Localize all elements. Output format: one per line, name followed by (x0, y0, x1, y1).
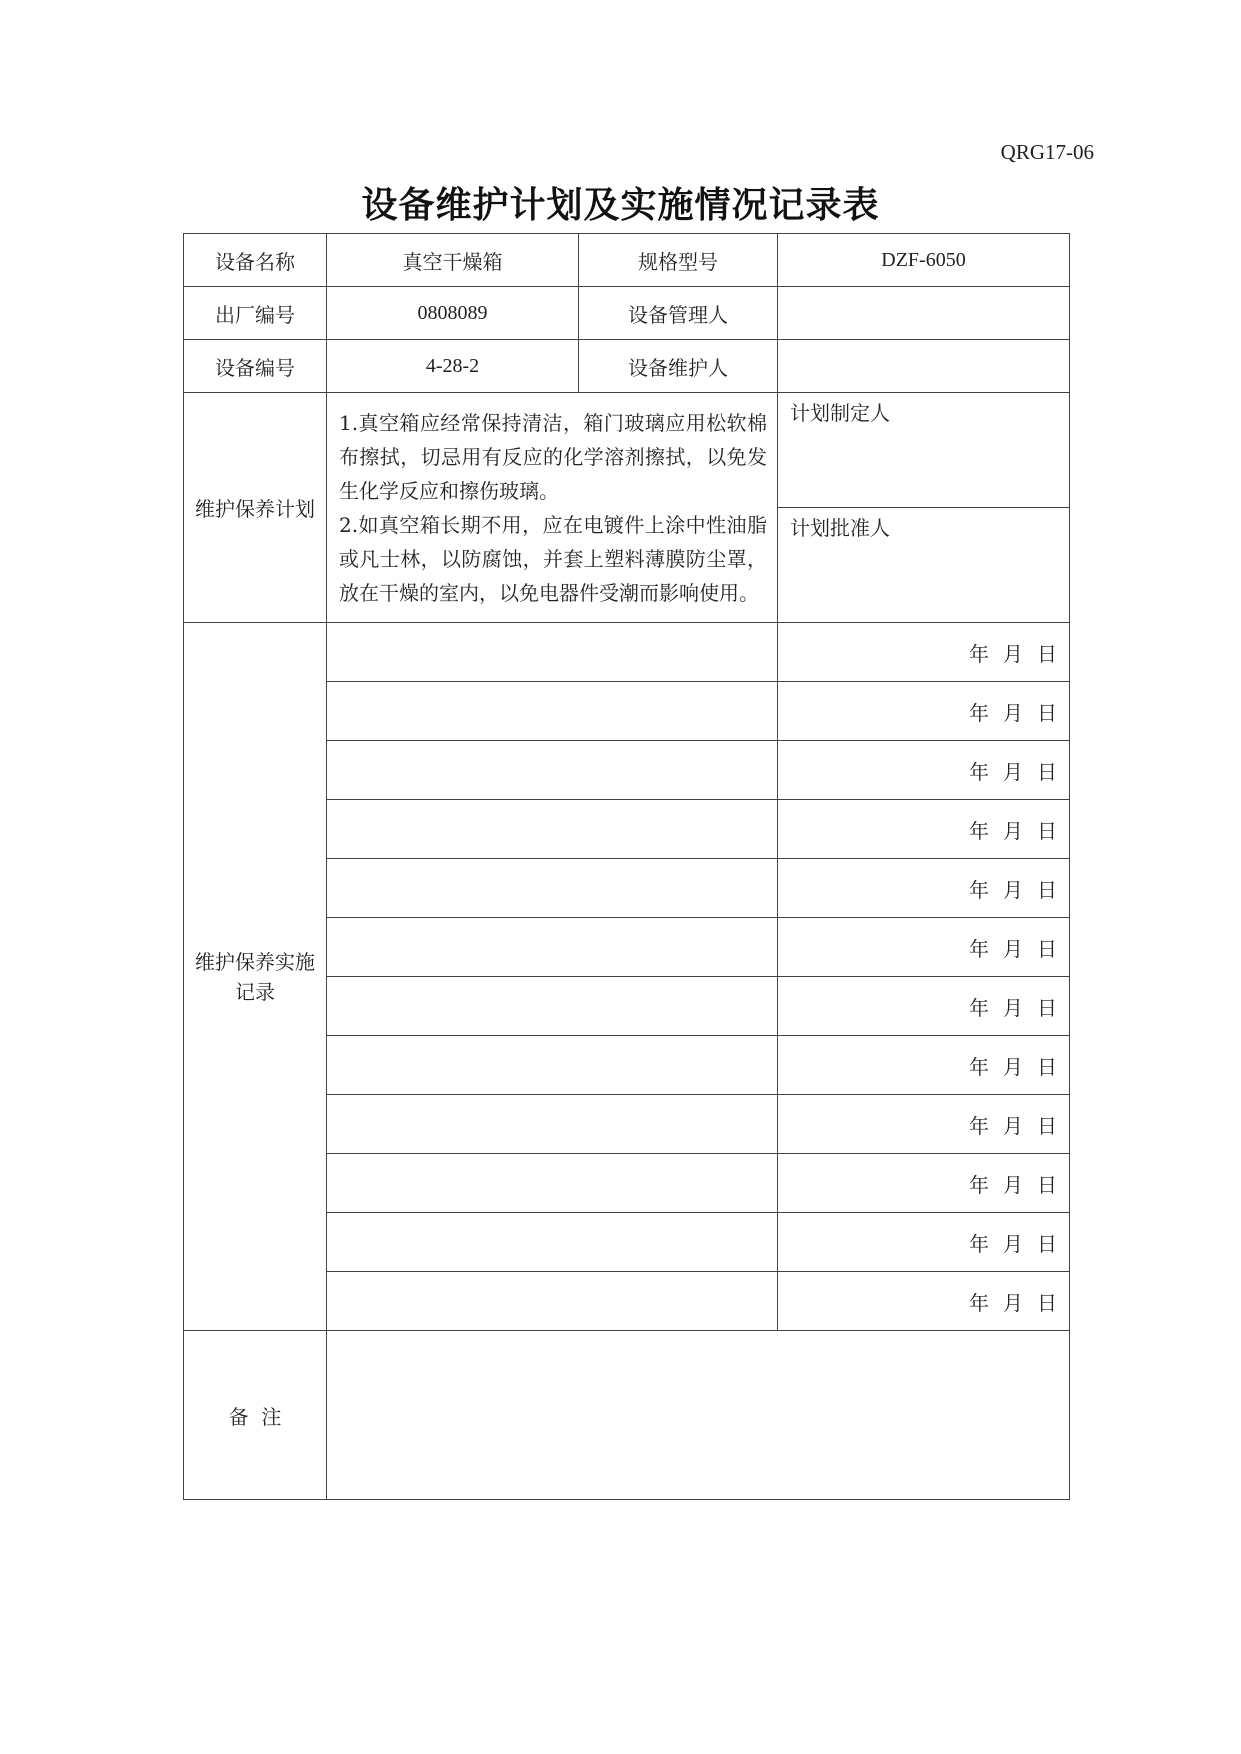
remarks-field[interactable] (327, 1331, 1070, 1500)
record-entry-8[interactable] (327, 1036, 778, 1095)
plan-item-2: 2.如真空箱长期不用，应在电镀件上涂中性油脂或凡士林，以防腐蚀，并套上塑料薄膜防尘罩，放在干燥的室内，以免电器件受潮而影响使用。 (339, 512, 767, 605)
model-value[interactable]: DZF-6050 (778, 234, 1070, 287)
record-entry-10[interactable] (327, 1154, 778, 1213)
manager-value[interactable] (778, 287, 1070, 340)
record-entry-4[interactable] (327, 800, 778, 859)
maintainer-value[interactable] (778, 340, 1070, 393)
record-date-7[interactable]: 年 月 日 (778, 977, 1070, 1036)
planner-field[interactable] (778, 393, 1070, 508)
record-entry-12[interactable] (327, 1272, 778, 1331)
remarks-label: 备 注 (184, 1331, 327, 1500)
record-entry-1[interactable] (327, 623, 778, 682)
plan-content (327, 393, 778, 623)
document-code: QRG17-06 (1000, 140, 1094, 164)
record-date-2[interactable]: 年 月 日 (778, 682, 1070, 741)
approver-label: 计划批准人 (790, 516, 890, 540)
records-label-text: 维护保养实施记录 (195, 949, 315, 1004)
plan-label: 维护保养计划 (184, 393, 327, 623)
model-label: 规格型号 (579, 234, 778, 287)
record-date-5[interactable]: 年 月 日 (778, 859, 1070, 918)
approver-field[interactable] (778, 508, 1070, 623)
record-entry-5[interactable] (327, 859, 778, 918)
record-date-8[interactable]: 年 月 日 (778, 1036, 1070, 1095)
device-name-value[interactable]: 真空干燥箱 (327, 234, 579, 287)
record-date-6[interactable]: 年 月 日 (778, 918, 1070, 977)
record-date-11[interactable]: 年 月 日 (778, 1213, 1070, 1272)
device-no-value[interactable]: 4-28-2 (327, 340, 579, 393)
maintenance-record-table (183, 233, 1070, 1500)
record-date-12[interactable]: 年 月 日 (778, 1272, 1070, 1331)
page-title: 设备维护计划及实施情况记录表 (361, 185, 880, 226)
factory-no-label: 出厂编号 (184, 287, 327, 340)
planner-label: 计划制定人 (790, 401, 890, 425)
record-date-3[interactable]: 年 月 日 (778, 741, 1070, 800)
record-entry-11[interactable] (327, 1213, 778, 1272)
record-date-1[interactable]: 年 月 日 (778, 623, 1070, 682)
record-entry-7[interactable] (327, 977, 778, 1036)
record-date-9[interactable]: 年 月 日 (778, 1095, 1070, 1154)
record-entry-6[interactable] (327, 918, 778, 977)
maintainer-label: 设备维护人 (579, 340, 778, 393)
record-entry-9[interactable] (327, 1095, 778, 1154)
manager-label: 设备管理人 (579, 287, 778, 340)
plan-item-1: 1.真空箱应经常保持清洁，箱门玻璃应用松软棉布擦拭，切忌用有反应的化学溶剂擦拭，以免发生化学反应和擦伤玻璃。 (339, 410, 767, 503)
record-entry-3[interactable] (327, 741, 778, 800)
factory-no-value[interactable]: 0808089 (327, 287, 579, 340)
device-no-label: 设备编号 (184, 340, 327, 393)
records-label (184, 623, 327, 1331)
record-entry-2[interactable] (327, 682, 778, 741)
device-name-label: 设备名称 (184, 234, 327, 287)
record-date-10[interactable]: 年 月 日 (778, 1154, 1070, 1213)
record-date-4[interactable]: 年 月 日 (778, 800, 1070, 859)
